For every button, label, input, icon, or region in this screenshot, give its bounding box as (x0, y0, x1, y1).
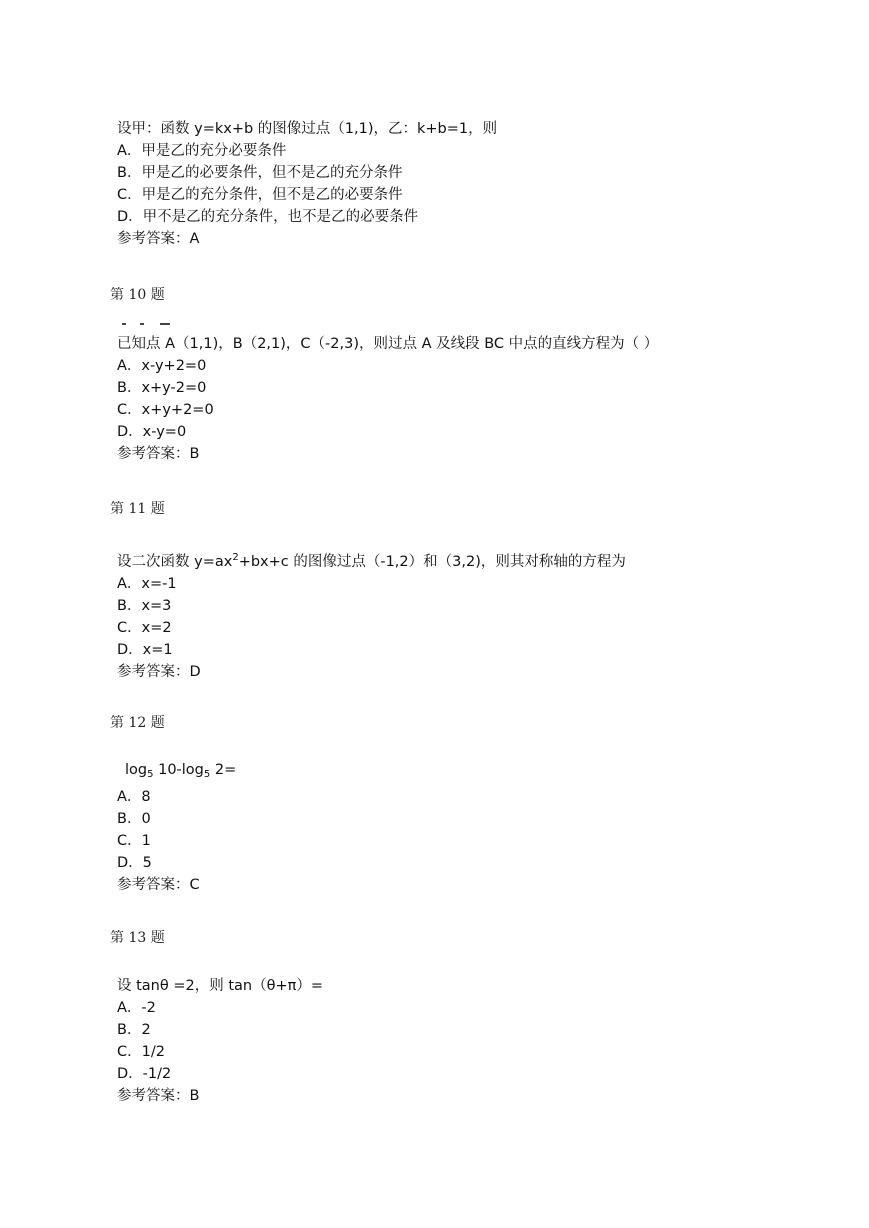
option-d: D．x=1 (117, 642, 173, 658)
question-11-heading: 第 11 题 (110, 501, 165, 517)
option-a: A．x-y+2=0 (117, 358, 207, 374)
answer: 参考答案：B (117, 446, 200, 462)
option-c: C．甲是乙的充分条件，但不是乙的必要条件 (117, 187, 403, 203)
option-c: C．1/2 (117, 1044, 165, 1060)
question-13 (117, 975, 323, 1107)
answer: 参考答案：D (117, 664, 201, 680)
option-c: C．x=2 (117, 620, 172, 636)
subscript: 5 (147, 769, 154, 780)
subscript: 5 (203, 769, 211, 780)
option-d: D．甲不是乙的充分条件，也不是乙的必要条件 (117, 209, 419, 225)
question-12 (117, 759, 236, 896)
option-b: B．x=3 (117, 598, 172, 614)
stem-text: log (125, 762, 148, 778)
question-12-heading: 第 12 题 (110, 715, 165, 731)
question-9 (117, 118, 497, 250)
stem-text: +bx+c 的图像过点（-1,2）和（3,2)，则其对称轴的方程为 (238, 554, 626, 570)
option-c: C．1 (117, 833, 151, 849)
question-13-heading: 第 13 题 (110, 930, 165, 946)
option-d: D．-1/2 (117, 1066, 172, 1082)
option-b: B．x+y-2=0 (117, 380, 207, 396)
option-a: A．-2 (117, 1000, 156, 1016)
stem-text: 10-log (153, 762, 204, 778)
question-10 (117, 333, 658, 465)
question-stem: 设 tanθ =2，则 tan（θ+π）= (117, 978, 323, 994)
question-stem (117, 759, 236, 786)
question-stem: 设甲：函数 y=kx+b 的图像过点（1,1)，乙：k+b=1，则 (117, 121, 498, 137)
question-stem (117, 547, 626, 573)
option-a: A．甲是乙的充分必要条件 (117, 143, 287, 159)
scan-artifact (122, 323, 170, 329)
option-b: B．2 (117, 1022, 151, 1038)
question-stem: 已知点 A（1,1)，B（2,1)，C（-2,3)，则过点 A 及线段 BC 中点的直线方程为（ ） (117, 336, 659, 352)
stem-text: 2= (210, 762, 237, 778)
option-d: D．5 (117, 855, 152, 871)
stem-text: 设二次函数 y=ax (117, 554, 233, 570)
answer: 参考答案：C (117, 877, 200, 893)
option-a: A．x=-1 (117, 576, 177, 592)
question-10-heading: 第 10 题 (110, 287, 165, 303)
option-d: D．x-y=0 (117, 424, 187, 440)
option-b: B．甲是乙的必要条件，但不是乙的充分条件 (117, 165, 403, 181)
question-11 (117, 547, 626, 683)
answer: 参考答案：B (117, 1088, 200, 1104)
answer: 参考答案：A (117, 231, 200, 247)
option-a: A．8 (117, 789, 151, 805)
superscript: 2 (232, 552, 239, 563)
option-b: B．0 (117, 811, 151, 827)
option-c: C．x+y+2=0 (117, 402, 214, 418)
